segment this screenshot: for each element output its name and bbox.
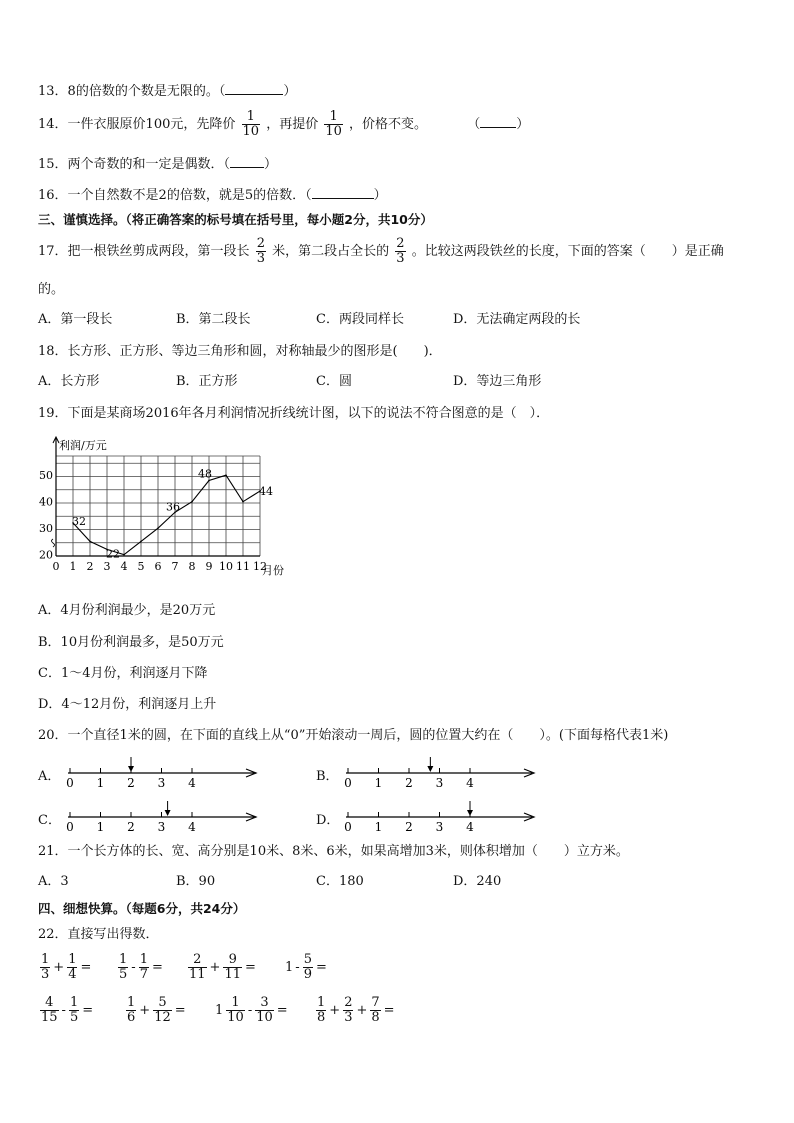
calculation-item [284, 953, 328, 982]
question-15: 15．两个奇数的和一定是偶数．（ ） [38, 157, 278, 172]
y-tick-label: 30 [39, 522, 53, 536]
fraction: $\frac{2}{11}$ [189, 952, 206, 982]
tick-label: 0 [66, 776, 74, 790]
x-tick-label: 9 [205, 560, 213, 573]
position-arrowhead [165, 810, 171, 816]
option-label: C． [38, 813, 61, 828]
number-line-option-a[interactable] [38, 756, 278, 796]
option-c[interactable]: C．180 [316, 874, 364, 889]
fraction: $\frac{7}{8}$ [371, 995, 380, 1025]
y-axis-label: 利润/万元 [59, 439, 107, 452]
answer-blank[interactable] [480, 115, 516, 128]
fraction: $\frac{1}{3}$ [41, 952, 50, 982]
data-label: 44 [259, 485, 273, 499]
equals-sign: = [80, 960, 92, 975]
x-tick-label: 3 [103, 560, 111, 573]
question-22: 22．直接写出得数． [38, 927, 159, 942]
fraction: $\frac{1}{10}$ [242, 109, 260, 139]
option-label: A． [38, 769, 61, 784]
tick-label: 1 [374, 776, 383, 790]
option-label: D． [316, 813, 340, 828]
x-tick-label: 8 [188, 560, 196, 573]
data-point [225, 474, 227, 476]
equals-sign: = [383, 1003, 395, 1018]
fraction: $\frac{1}{5}$ [119, 952, 128, 982]
fraction: $\frac{1}{8}$ [317, 995, 326, 1025]
question-16: 16．一个自然数不是2的倍数，就是5的倍数．（ ） [38, 188, 387, 203]
fraction: $\frac{1}{5}$ [69, 995, 79, 1025]
data-point [140, 541, 142, 543]
question-20: 20．一个直径1米的圆，在下面的直线上从“0”开始滚动一周后，圆的位置大约在（ ）。(下面每格代表1米) [38, 728, 669, 743]
fraction: $\frac{2}{3}$ [344, 995, 353, 1025]
whole-number: 1 [285, 960, 294, 975]
calculation-item [186, 953, 257, 982]
tick-label: 3 [157, 776, 166, 790]
fraction: $\frac{2}{3}$ [256, 236, 265, 266]
operator: - [61, 1003, 66, 1018]
y-tick-label: 20 [39, 548, 53, 562]
fraction: $\frac{4}{15}$ [41, 995, 58, 1025]
data-point [89, 541, 91, 543]
fraction: $\frac{9}{11}$ [224, 952, 241, 982]
equals-sign: = [151, 960, 163, 975]
fraction: $\frac{5}{12}$ [154, 995, 171, 1025]
option-a[interactable]: A．4月份利润最少，是20万元 [38, 603, 216, 618]
tick-label: 4 [188, 820, 196, 834]
tick-label: 3 [435, 820, 444, 834]
equals-sign: = [82, 1003, 94, 1018]
operator: - [131, 960, 136, 975]
calculation-item [214, 996, 289, 1025]
option-a[interactable]: A．长方形 [38, 374, 100, 389]
option-c[interactable]: C．圆 [316, 374, 352, 389]
fraction: $\frac{1}{7}$ [139, 952, 148, 982]
option-b[interactable]: B．正方形 [176, 374, 238, 389]
data-point [242, 501, 244, 503]
x-tick-label: 11 [236, 560, 250, 573]
profit-line-chart [34, 432, 294, 588]
data-point [123, 554, 125, 556]
x-tick-label: 6 [154, 560, 162, 573]
data-label: 36 [166, 500, 180, 514]
calculation-item [38, 996, 94, 1025]
option-c[interactable]: C．1～4月份，利润逐月下降 [38, 666, 208, 681]
y-tick-label: 40 [39, 495, 53, 509]
fraction: $\frac{1}{4}$ [68, 952, 77, 982]
position-arrowhead [427, 766, 433, 772]
x-tick-label: 12 [253, 560, 267, 573]
operator: + [329, 1003, 341, 1018]
question-21: 21．一个长方体的长、宽、高分别是10米、8米、6米，如果高增加3米，则体积增加（ ）立方米。 [38, 844, 629, 859]
calculation-item [116, 953, 164, 982]
data-point [191, 501, 193, 503]
fraction: $\frac{5}{9}$ [303, 952, 312, 982]
operator: + [53, 960, 65, 975]
number-line-option-b[interactable] [316, 756, 556, 796]
answer-blank[interactable] [312, 186, 374, 199]
question-14: 14．一件衣服原价100元，先降价 $\frac{1}{10}$ ，再提价 $\frac{1}{10}$ ，价格不变。 （ ） [38, 109, 530, 139]
number-line [342, 800, 562, 840]
x-tick-label: 0 [52, 560, 60, 573]
tick-label: 3 [435, 776, 444, 790]
x-tick-label: 5 [137, 560, 145, 573]
tick-label: 2 [405, 776, 413, 790]
data-point [157, 527, 159, 529]
x-axis-label: 月份 [262, 564, 284, 577]
tick-label: 3 [157, 820, 166, 834]
question-13: 13．8的倍数的个数是无限的。（ ） [38, 84, 297, 99]
equals-sign: = [245, 960, 256, 975]
x-tick-label: 4 [120, 560, 128, 573]
section-heading: 四、细想快算。（每题6分，共24分） [38, 901, 246, 916]
tick-label: 2 [127, 776, 135, 790]
x-tick-label: 7 [171, 560, 179, 573]
question-19: 19．下面是某商场2016年各月利润情况折线统计图，以下的说法不符合图意的是（ ）． [38, 406, 550, 421]
data-label: 22 [106, 547, 120, 561]
x-tick-label: 10 [219, 560, 233, 573]
calculation-item [124, 996, 187, 1025]
y-tick-label: 50 [39, 469, 53, 483]
equals-sign: = [315, 960, 327, 975]
tick-label: 0 [344, 820, 352, 834]
option-d[interactable]: D．无法确定两段的长 [453, 312, 581, 327]
calculation-item [38, 953, 92, 982]
option-label: B． [316, 769, 339, 784]
tick-label: 2 [127, 820, 135, 834]
position-arrowhead [128, 766, 134, 772]
option-a[interactable]: A．第一段长 [38, 312, 113, 327]
tick-label: 1 [96, 820, 105, 834]
x-tick-label: 2 [86, 560, 94, 573]
question-17: 17．把一根铁丝剪成两段，第一段长 $\frac{2}{3}$ 米，第二段占全长的 $\frac{2}{3}$ 。比较这两段铁丝的长度，下面的答案（ ）是正确 [38, 236, 724, 266]
option-c[interactable]: C．两段同样长 [316, 312, 404, 327]
option-b[interactable]: B．第二段长 [176, 312, 251, 327]
number-line [64, 800, 284, 840]
tick-label: 4 [188, 776, 196, 790]
tick-label: 4 [466, 820, 474, 834]
axis-break [52, 539, 55, 547]
question-18: 18．长方形、正方形、等边三角形和圆，对称轴最少的图形是( )． [38, 344, 442, 359]
fraction: $\frac{3}{10}$ [256, 995, 273, 1025]
option-a[interactable]: A．3 [38, 874, 69, 889]
fraction: $\frac{2}{3}$ [396, 236, 405, 266]
answer-blank[interactable] [230, 155, 264, 168]
data-label: 32 [72, 514, 86, 528]
option-d[interactable]: D．240 [453, 874, 502, 889]
position-arrowhead [467, 810, 473, 816]
tick-label: 0 [344, 776, 352, 790]
operator: - [247, 1003, 253, 1018]
option-b[interactable]: B．10月份利润最多，是50万元 [38, 635, 224, 650]
question-17-cont: 的。 [38, 282, 65, 297]
option-b[interactable]: B．90 [176, 874, 216, 889]
section-heading: 三、谨慎选择。（将正确答案的标号填在括号里，每小题2分，共10分） [38, 212, 433, 227]
option-d[interactable]: D．4～12月份，利润逐月上升 [38, 697, 217, 712]
equals-sign: = [276, 1003, 288, 1018]
option-d[interactable]: D．等边三角形 [453, 374, 542, 389]
tick-label: 1 [96, 776, 105, 790]
operator: + [139, 1003, 151, 1018]
calculation-item [314, 996, 396, 1025]
number-line-option-d[interactable] [316, 800, 556, 840]
tick-label: 1 [374, 820, 383, 834]
data-label: 48 [198, 467, 212, 481]
fraction: $\frac{1}{10}$ [325, 109, 342, 139]
fraction: $\frac{1}{6}$ [127, 995, 136, 1025]
fraction: $\frac{1}{10}$ [227, 995, 244, 1025]
answer-blank[interactable] [225, 82, 283, 95]
number-line [342, 756, 562, 796]
whole-number: 1 [215, 1003, 224, 1018]
x-tick-label: 1 [69, 560, 77, 573]
operator: + [209, 960, 221, 975]
tick-label: 0 [66, 820, 74, 834]
operator: + [356, 1003, 368, 1018]
number-line-option-c[interactable] [38, 800, 278, 840]
operator: - [295, 960, 300, 975]
equals-sign: = [174, 1003, 186, 1018]
number-line [64, 756, 284, 796]
tick-label: 4 [466, 776, 474, 790]
tick-label: 2 [405, 820, 413, 834]
